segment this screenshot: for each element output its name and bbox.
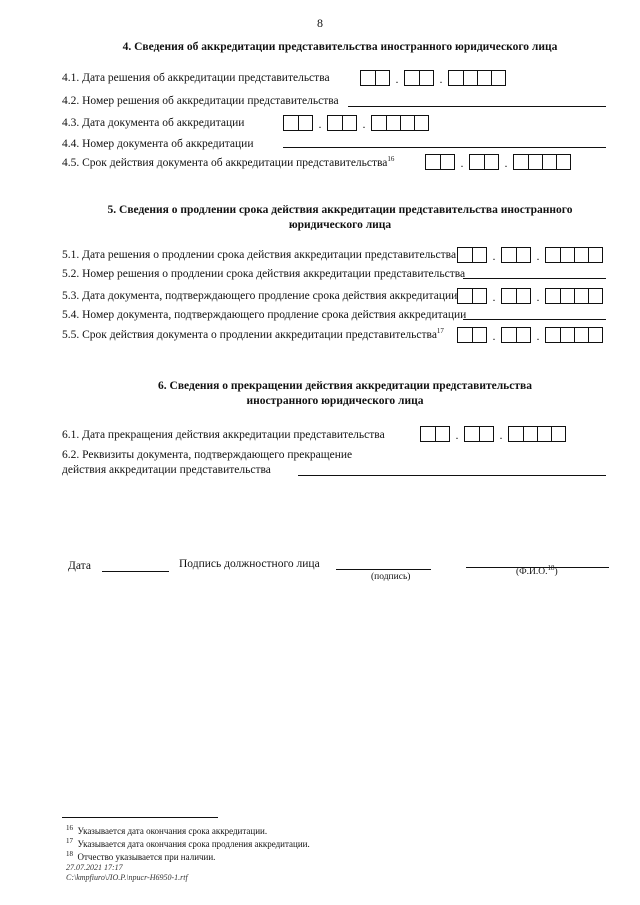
field-4-5-label: 4.5. Срок действия документа об аккредитации представительства$^{16}$: [62, 155, 395, 169]
file-timestamp: 27.07.2021 17:17: [66, 863, 123, 872]
field-4-1-label: 4.1. Дата решения об аккредитации представительства: [62, 72, 330, 84]
date-label: Дата: [68, 560, 91, 572]
field-6-1-label: 6.1. Дата прекращения действия аккредитации представительства: [62, 429, 385, 441]
field-6-1-date[interactable]: . .: [420, 424, 566, 442]
field-4-4-input[interactable]: [283, 147, 606, 148]
field-5-4-label: 5.4. Номер документа, подтверждающего продление срока действия аккредитации: [62, 309, 467, 321]
footnote-ref-16: 16: [387, 155, 395, 164]
date-input[interactable]: [102, 571, 169, 572]
field-4-4-label: 4.4. Номер документа об аккредитации: [62, 138, 254, 150]
official-signature-label: Подпись должностного лица: [179, 558, 320, 570]
field-4-2-input[interactable]: [348, 106, 606, 107]
field-5-1-date[interactable]: . .: [457, 245, 603, 263]
section-4-title: 4. Сведения об аккредитации представительства иностранного юридического лица: [122, 41, 558, 53]
footnote-divider: [62, 817, 218, 818]
file-path: C:\kmpfiuro\ЛО.Р.\npucr-H6950-1.rtf: [66, 873, 188, 882]
field-4-5-date[interactable]: . .: [425, 152, 571, 170]
footnote-ref-17: 17: [436, 327, 444, 336]
field-4-2-label: 4.2. Номер решения об аккредитации представительства: [62, 95, 339, 107]
field-5-1-label: 5.1. Дата решения о продлении срока действия аккредитации представительства: [62, 249, 457, 261]
page-number: 8: [317, 16, 323, 30]
signature-input[interactable]: [336, 569, 431, 570]
footnote-ref-18: 18: [547, 563, 555, 572]
field-4-3-label: 4.3. Дата документа об аккредитации: [62, 117, 245, 129]
field-5-3-date[interactable]: . .: [457, 286, 603, 304]
section-5-title-line1: 5. Сведения о продлении срока действия аккредитации представительства иностранного: [107, 204, 573, 216]
field-4-3-date[interactable]: . .: [283, 113, 429, 131]
field-6-2-input[interactable]: [298, 475, 606, 476]
field-5-2-label: 5.2. Номер решения о продлении срока действия аккредитации представительства: [62, 268, 466, 280]
field-5-5-date[interactable]: . .: [457, 325, 603, 343]
footnote-16: $^{16}$ Указывается дата окончания срока аккредитации.: [66, 824, 268, 836]
section-6-title-line2: иностранного юридического лица: [246, 395, 424, 407]
signature-caption: (подпись): [371, 572, 411, 582]
section-5-title-line2: юридического лица: [288, 219, 392, 231]
field-5-4-input[interactable]: [463, 319, 606, 320]
field-5-5-label: 5.5. Срок действия документа о продлении аккредитации представительства$^{17}$: [62, 327, 444, 341]
full-name-caption: (Ф.И.О.$^{18}$): [516, 563, 558, 577]
footnote-18: $^{18}$ Отчество указывается при наличии.: [66, 850, 216, 862]
field-4-1-date[interactable]: . .: [360, 68, 506, 86]
field-5-2-input[interactable]: [463, 278, 606, 279]
footnote-17: $^{17}$ Указывается дата окончания срока продления аккредитации.: [66, 837, 310, 849]
field-6-2-label-line1: 6.2. Реквизиты документа, подтверждающего прекращение: [62, 449, 353, 461]
section-6-title-line1: 6. Сведения о прекращении действия аккредитации представительства: [158, 380, 532, 392]
field-6-2-label-line2: действия аккредитации представительства: [62, 464, 271, 476]
field-5-3-label: 5.3. Дата документа, подтверждающего продление срока действия аккредитации: [62, 290, 458, 302]
